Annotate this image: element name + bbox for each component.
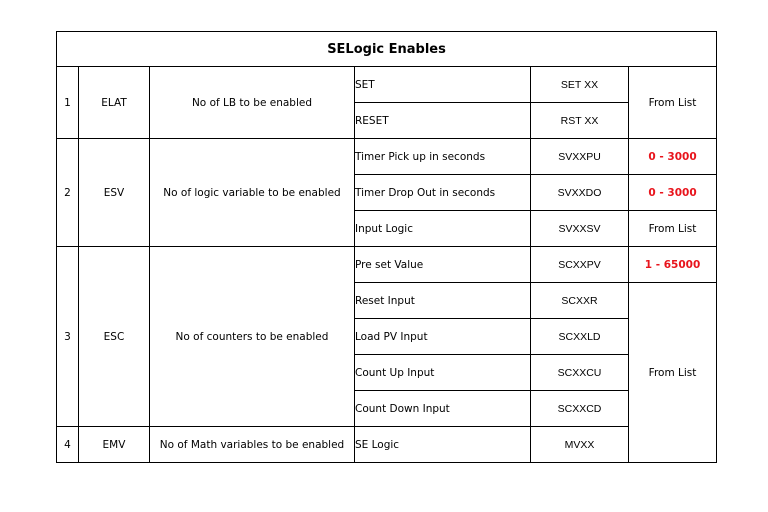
enable-description: No of logic variable to be enabled (150, 139, 355, 247)
setting-name: SCXXPV (531, 247, 629, 283)
range-cell: 0 - 3000 (629, 175, 717, 211)
table-row (57, 139, 717, 175)
parameter-label: Input Logic (355, 211, 531, 247)
enable-description: No of Math variables to be enabled (150, 427, 355, 463)
enable-description: No of counters to be enabled (150, 247, 355, 427)
range-cell: From List (629, 283, 717, 463)
row-number: 2 (57, 139, 79, 247)
table-row (57, 427, 717, 463)
row-number: 4 (57, 427, 79, 463)
setting-name: SET XX (531, 67, 629, 103)
enable-code: ESV (79, 139, 150, 247)
setting-name: MVXX (531, 427, 629, 463)
enable-code: ESC (79, 247, 150, 427)
setting-name: SCXXLD (531, 319, 629, 355)
parameter-label: RESET (355, 103, 531, 139)
setting-name: SVXXPU (531, 139, 629, 175)
enable-code: ELAT (79, 67, 150, 139)
parameter-label: Timer Pick up in seconds (355, 139, 531, 175)
parameter-label: Reset Input (355, 283, 531, 319)
setting-name: SCXXCU (531, 355, 629, 391)
range-cell: 0 - 3000 (629, 139, 717, 175)
parameter-label: Count Up Input (355, 355, 531, 391)
row-number: 1 (57, 67, 79, 139)
row-number: 3 (57, 247, 79, 427)
parameter-label: SET (355, 67, 531, 103)
enable-description: No of LB to be enabled (150, 67, 355, 139)
table-row (57, 247, 717, 283)
range-cell: 1 - 65000 (629, 247, 717, 283)
parameter-label: Timer Drop Out in seconds (355, 175, 531, 211)
parameter-label: Count Down Input (355, 391, 531, 427)
range-cell: From List (629, 67, 717, 139)
parameter-label: Pre set Value (355, 247, 531, 283)
table-title: SELogic Enables (57, 32, 717, 67)
setting-name: SCXXR (531, 283, 629, 319)
range-cell: From List (629, 211, 717, 247)
parameter-label: SE Logic (355, 427, 531, 463)
setting-name: SVXXSV (531, 211, 629, 247)
parameter-label: Load PV Input (355, 319, 531, 355)
selogic-enables-table (56, 31, 717, 463)
setting-name: SCXXCD (531, 391, 629, 427)
enable-code: EMV (79, 427, 150, 463)
title-row (57, 32, 717, 67)
table-row (57, 67, 717, 103)
setting-name: RST XX (531, 103, 629, 139)
setting-name: SVXXDO (531, 175, 629, 211)
